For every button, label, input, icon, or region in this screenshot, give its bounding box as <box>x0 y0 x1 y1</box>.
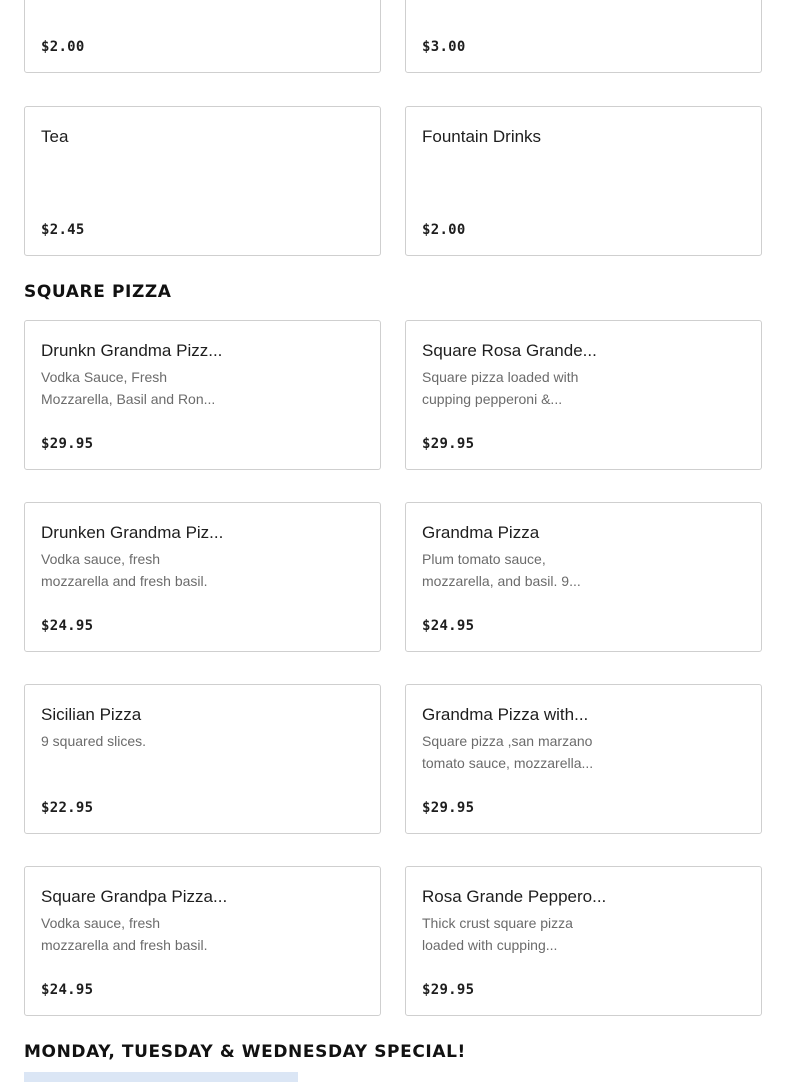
menu-item-card[interactable] <box>24 866 381 1016</box>
item-price: $29.95 <box>422 982 475 998</box>
menu-item-card[interactable] <box>24 0 381 73</box>
item-name: Square Grandpa Pizza... <box>41 887 228 906</box>
item-price: $29.95 <box>422 436 475 452</box>
item-name: Grandma Pizza <box>422 523 540 542</box>
item-description: 9 squared slices. <box>41 733 147 749</box>
menu-item-card[interactable] <box>405 502 762 652</box>
item-price: $2.00 <box>422 222 466 238</box>
item-price: $22.95 <box>41 800 94 816</box>
item-description: Plum tomato sauce, mozzarella, and basil. 9... <box>422 551 581 589</box>
item-price: $29.95 <box>41 436 94 452</box>
item-description: Vodka sauce, fresh mozzarella and fresh basil. <box>41 551 208 589</box>
item-description: Thick crust square pizza loaded with cupping... <box>422 915 573 953</box>
item-description: Square pizza loaded with cupping pepperoni &... <box>422 369 579 407</box>
item-price: $24.95 <box>422 618 475 634</box>
item-price: $24.95 <box>41 982 94 998</box>
item-name: Tea <box>41 127 69 146</box>
item-name: Rosa Grande Peppero... <box>422 887 607 906</box>
menu-item-card[interactable] <box>24 106 381 256</box>
section-title-square-pizza: SQUARE PIZZA <box>24 282 172 302</box>
item-price: $2.45 <box>41 222 85 238</box>
item-name: Grandma Pizza with... <box>422 705 589 724</box>
menu-item-card[interactable] <box>405 106 762 256</box>
item-name: Sicilian Pizza <box>41 705 142 724</box>
menu-item-card[interactable] <box>24 502 381 652</box>
item-description: Vodka Sauce, Fresh Mozzarella, Basil and Ron... <box>41 369 216 407</box>
item-price: $24.95 <box>41 618 94 634</box>
menu-item-card[interactable] <box>24 320 381 470</box>
menu-item-card[interactable] <box>405 684 762 834</box>
menu-item-card[interactable] <box>405 320 762 470</box>
menu-item-card[interactable] <box>405 866 762 1016</box>
item-description: Square pizza ,san marzano tomato sauce, mozzarella... <box>422 733 594 771</box>
menu-item-card[interactable] <box>405 0 762 73</box>
item-name: Fountain Drinks <box>422 127 542 146</box>
menu-item-card[interactable] <box>24 684 381 834</box>
item-price: $3.00 <box>422 39 466 55</box>
item-name: Square Rosa Grande... <box>422 341 597 360</box>
item-name: Drunkn Grandma Pizz... <box>41 341 223 360</box>
item-description: Vodka sauce, fresh mozzarella and fresh basil. <box>41 915 208 953</box>
item-price: $2.00 <box>41 39 85 55</box>
section-title-special: MONDAY, TUESDAY & WEDNESDAY SPECIAL! <box>24 1042 466 1062</box>
special-banner-partial <box>24 1072 298 1082</box>
item-price: $29.95 <box>422 800 475 816</box>
item-name: Drunken Grandma Piz... <box>41 523 224 542</box>
